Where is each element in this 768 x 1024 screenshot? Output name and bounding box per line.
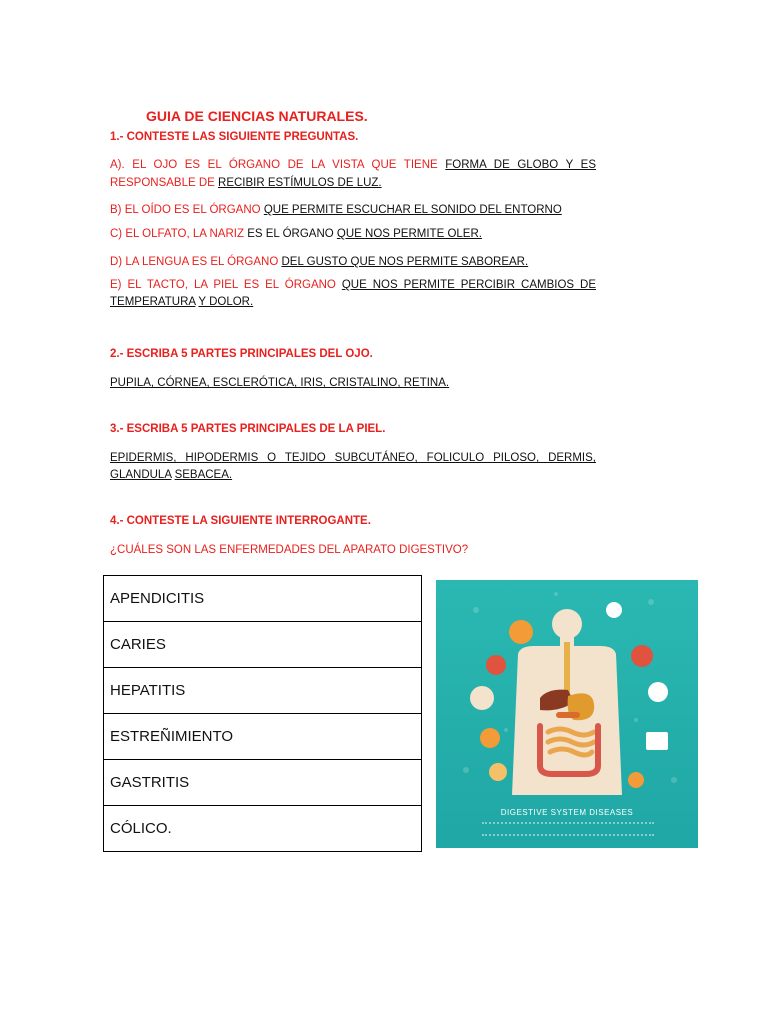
question-3-answer-line1 (110, 450, 596, 467)
answer-a-line2 (110, 175, 596, 192)
table-row (104, 668, 422, 714)
answer-e-line1 (110, 277, 596, 294)
diseases-table (103, 575, 422, 852)
answer-d-text: DEL GUSTO QUE NOS PERMITE SABOREAR. (281, 256, 529, 268)
answer-d (110, 254, 596, 271)
answer-c-middle: ES EL ÓRGANO (247, 228, 334, 240)
answer-e-line2 (110, 294, 596, 311)
eye-parts-text: PUPILA, CÓRNEA, ESCLERÓTICA, IRIS, CRISTALINO, RETINA. (110, 377, 450, 389)
table-row (104, 622, 422, 668)
question-1-heading: 1.- CONTESTE LAS SIGUIENTE PREGUNTAS. (110, 131, 359, 143)
answer-b-prefix: B) EL OÍDO ES EL ÓRGANO (110, 204, 261, 216)
answer-e-text2: TEMPERATURA (110, 296, 196, 308)
answer-e-text1: QUE NOS PERMITE PERCIBIR CAMBIOS DE (341, 279, 597, 291)
answer-a-prefix: A). EL OJO ES EL ÓRGANO DE LA VISTA QUE TIENE (110, 159, 438, 171)
disease-cell: CÓLICO. (104, 806, 422, 852)
answer-a-text3: RECIBIR ESTÍMULOS DE LUZ. (218, 177, 382, 189)
digestive-system-illustration (436, 580, 698, 848)
table-row (104, 760, 422, 806)
answer-c (110, 226, 596, 243)
skin-parts-text3: SEBACEA. (174, 469, 233, 481)
table-row (104, 714, 422, 760)
question-3-answer-line2 (110, 467, 596, 484)
answer-e-prefix: E) EL TACTO, LA PIEL ES EL ÓRGANO (110, 279, 336, 291)
answer-b-text: QUE PERMITE ESCUCHAR EL SONIDO DEL ENTORNO (263, 204, 562, 216)
disease-cell: CARIES (104, 622, 422, 668)
table-row (104, 806, 422, 852)
question-4-heading: 4.- CONTESTE LA SIGUIENTE INTERROGANTE. (110, 515, 371, 527)
skin-parts-text2: GLANDULA (110, 469, 172, 481)
answer-a-text2: RESPONSABLE DE (110, 177, 215, 189)
answer-e-text3: Y DOLOR. (198, 296, 254, 308)
table-row (104, 576, 422, 622)
question-3-heading: 3.- ESCRIBA 5 PARTES PRINCIPALES DE LA PIEL. (110, 423, 386, 435)
answer-d-prefix: D) LA LENGUA ES EL ÓRGANO (110, 256, 279, 268)
question-2-answer (110, 375, 596, 392)
answer-c-prefix: C) EL OLFATO, LA NARIZ (110, 228, 244, 240)
answer-a-line1 (110, 157, 596, 174)
image-caption: DIGESTIVE SYSTEM DISEASES (500, 808, 634, 817)
disease-cell: APENDICITIS (104, 576, 422, 622)
question-4-text: ¿CUÁLES SON LAS ENFERMEDADES DEL APARATO DIGESTIVO? (110, 544, 469, 556)
image-fine-print (482, 822, 654, 836)
answer-c-text: QUE NOS PERMITE OLER. (336, 228, 482, 240)
question-2-heading: 2.- ESCRIBA 5 PARTES PRINCIPALES DEL OJO. (110, 348, 373, 360)
answer-a-text1: FORMA DE GLOBO Y ES (445, 159, 596, 171)
skin-parts-text1: EPIDERMIS, HIPODERMIS O TEJIDO SUBCUTÁNEO, FOLICULO PILOSO, DERMIS, (110, 452, 596, 464)
page-title: GUIA DE CIENCIAS NATURALES. (146, 108, 368, 124)
disease-cell: GASTRITIS (104, 760, 422, 806)
answer-b (110, 202, 596, 219)
disease-cell: ESTREÑIMIENTO (104, 714, 422, 760)
disease-cell: HEPATITIS (104, 668, 422, 714)
